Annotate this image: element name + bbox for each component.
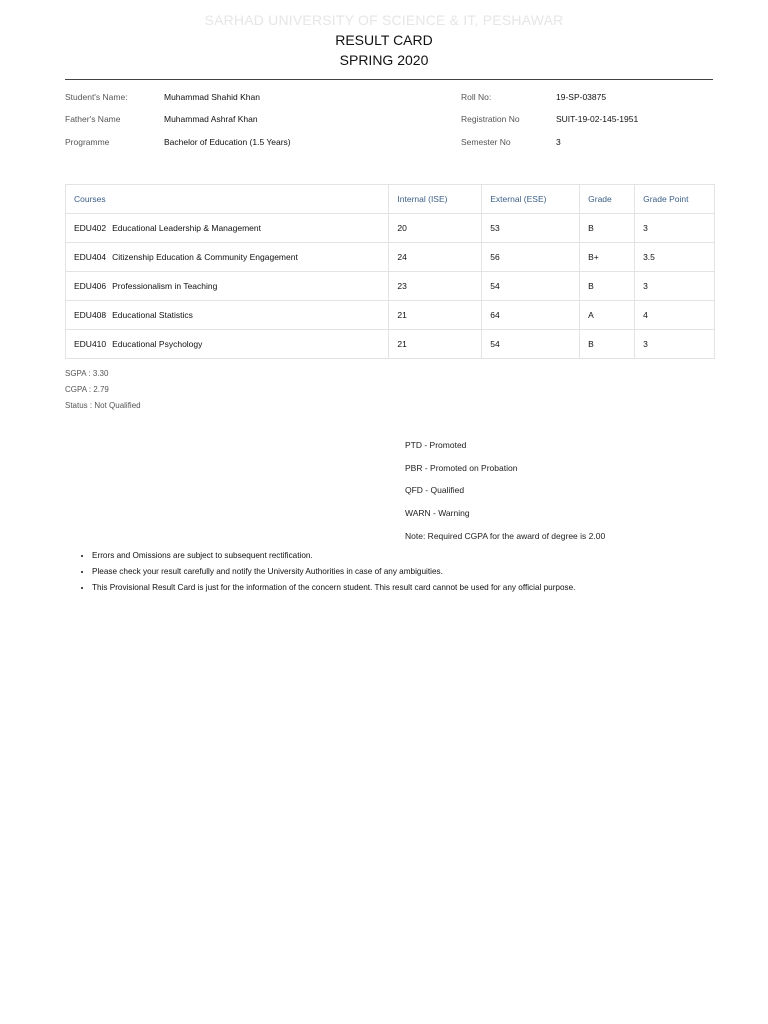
- programme-label: Programme: [65, 137, 110, 147]
- father-name-value: Muhammad Ashraf Khan: [164, 114, 258, 124]
- semester-value: 3: [556, 137, 561, 147]
- list-item: • Errors and Omissions are subject to subsequent rectification.: [92, 550, 612, 562]
- table-row: [66, 330, 715, 359]
- table-row: [66, 214, 715, 243]
- internal-cell: 24: [389, 243, 482, 272]
- col-header-internal: Internal (ISE): [389, 185, 482, 214]
- legend-note: Note: Required CGPA for the award of degree is 2.00: [405, 530, 606, 541]
- result-summary: [65, 366, 141, 414]
- course-title: Educational Psychology: [112, 339, 203, 349]
- legend-qfd: QFD - Qualified: [405, 485, 465, 496]
- course-cell: [66, 330, 389, 359]
- roll-no-label: Roll No:: [461, 92, 492, 102]
- document-title: RESULT CARD: [335, 32, 433, 48]
- col-header-grade-point: Grade Point: [635, 185, 715, 214]
- results-table: [65, 184, 715, 359]
- course-code: EDU410: [74, 339, 107, 349]
- grade-cell: B: [580, 272, 635, 301]
- registration-label: Registration No: [461, 114, 520, 124]
- course-title: Educational Statistics: [112, 310, 193, 320]
- legend-pbr: PBR - Promoted on Probation: [405, 462, 518, 473]
- course-code: EDU406: [74, 281, 107, 291]
- legend-ptd: PTD - Promoted: [405, 440, 467, 450]
- external-cell: 64: [482, 301, 580, 330]
- registration-value: SUIT-19-02-145-1951: [556, 114, 639, 124]
- result-card-header: [0, 10, 768, 70]
- external-cell: 56: [482, 243, 580, 272]
- table-row: [66, 272, 715, 301]
- roll-no-value: 19-SP-03875: [556, 92, 607, 102]
- list-item: • Please check your result carefully and notify the University Authorities in case of any ambiguities.: [92, 566, 612, 578]
- grade-point-cell: 3: [635, 330, 715, 359]
- course-code: EDU404: [74, 252, 107, 262]
- course-title: Educational Leadership & Management: [112, 223, 261, 233]
- grade-cell: B+: [580, 243, 635, 272]
- course-code: EDU402: [74, 223, 107, 233]
- course-title: Citizenship Education & Community Engagement: [112, 252, 298, 262]
- list-item: • This Provisional Result Card is just for the information of the concern student. This result card cannot be used for any official purpose.: [92, 582, 612, 594]
- grade-cell: B: [580, 330, 635, 359]
- internal-cell: 23: [389, 272, 482, 301]
- status-legend: [405, 438, 605, 551]
- table-header-row: [66, 185, 715, 214]
- col-header-external: External (ESE): [482, 185, 580, 214]
- grade-point-cell: 3: [635, 214, 715, 243]
- course-cell: [66, 214, 389, 243]
- external-cell: 54: [482, 330, 580, 359]
- student-name-value: Muhammad Shahid Khan: [164, 92, 260, 102]
- course-cell: [66, 272, 389, 301]
- student-name-label: Student's Name:: [65, 92, 128, 102]
- grade-point-cell: 3.5: [635, 243, 715, 272]
- university-name: SARHAD UNIVERSITY OF SCIENCE & IT, PESHAWAR: [204, 12, 564, 28]
- internal-cell: 21: [389, 330, 482, 359]
- col-header-courses: Courses: [66, 185, 389, 214]
- internal-cell: 20: [389, 214, 482, 243]
- programme-value: Bachelor of Education (1.5 Years): [164, 137, 291, 147]
- semester-label: Semester No: [461, 137, 511, 147]
- grade-cell: B: [580, 214, 635, 243]
- cgpa-text: CGPA : 2.79: [65, 385, 109, 394]
- external-cell: 54: [482, 272, 580, 301]
- course-cell: [66, 243, 389, 272]
- course-code: EDU408: [74, 310, 107, 320]
- table-row: [66, 301, 715, 330]
- father-name-label: Father's Name: [65, 114, 121, 124]
- course-cell: [66, 301, 389, 330]
- external-cell: 53: [482, 214, 580, 243]
- sgpa-text: SGPA : 3.30: [65, 369, 109, 378]
- status-text: Status : Not Qualified: [65, 401, 141, 410]
- disclaimer-list: [78, 550, 612, 598]
- internal-cell: 21: [389, 301, 482, 330]
- grade-point-cell: 3: [635, 272, 715, 301]
- table-row: [66, 243, 715, 272]
- session-title: SPRING 2020: [339, 52, 429, 68]
- col-header-grade: Grade: [580, 185, 635, 214]
- course-title: Professionalism in Teaching: [112, 281, 218, 291]
- grade-point-cell: 4: [635, 301, 715, 330]
- grade-cell: A: [580, 301, 635, 330]
- legend-warn: WARN - Warning: [405, 508, 470, 519]
- header-divider: [65, 79, 713, 80]
